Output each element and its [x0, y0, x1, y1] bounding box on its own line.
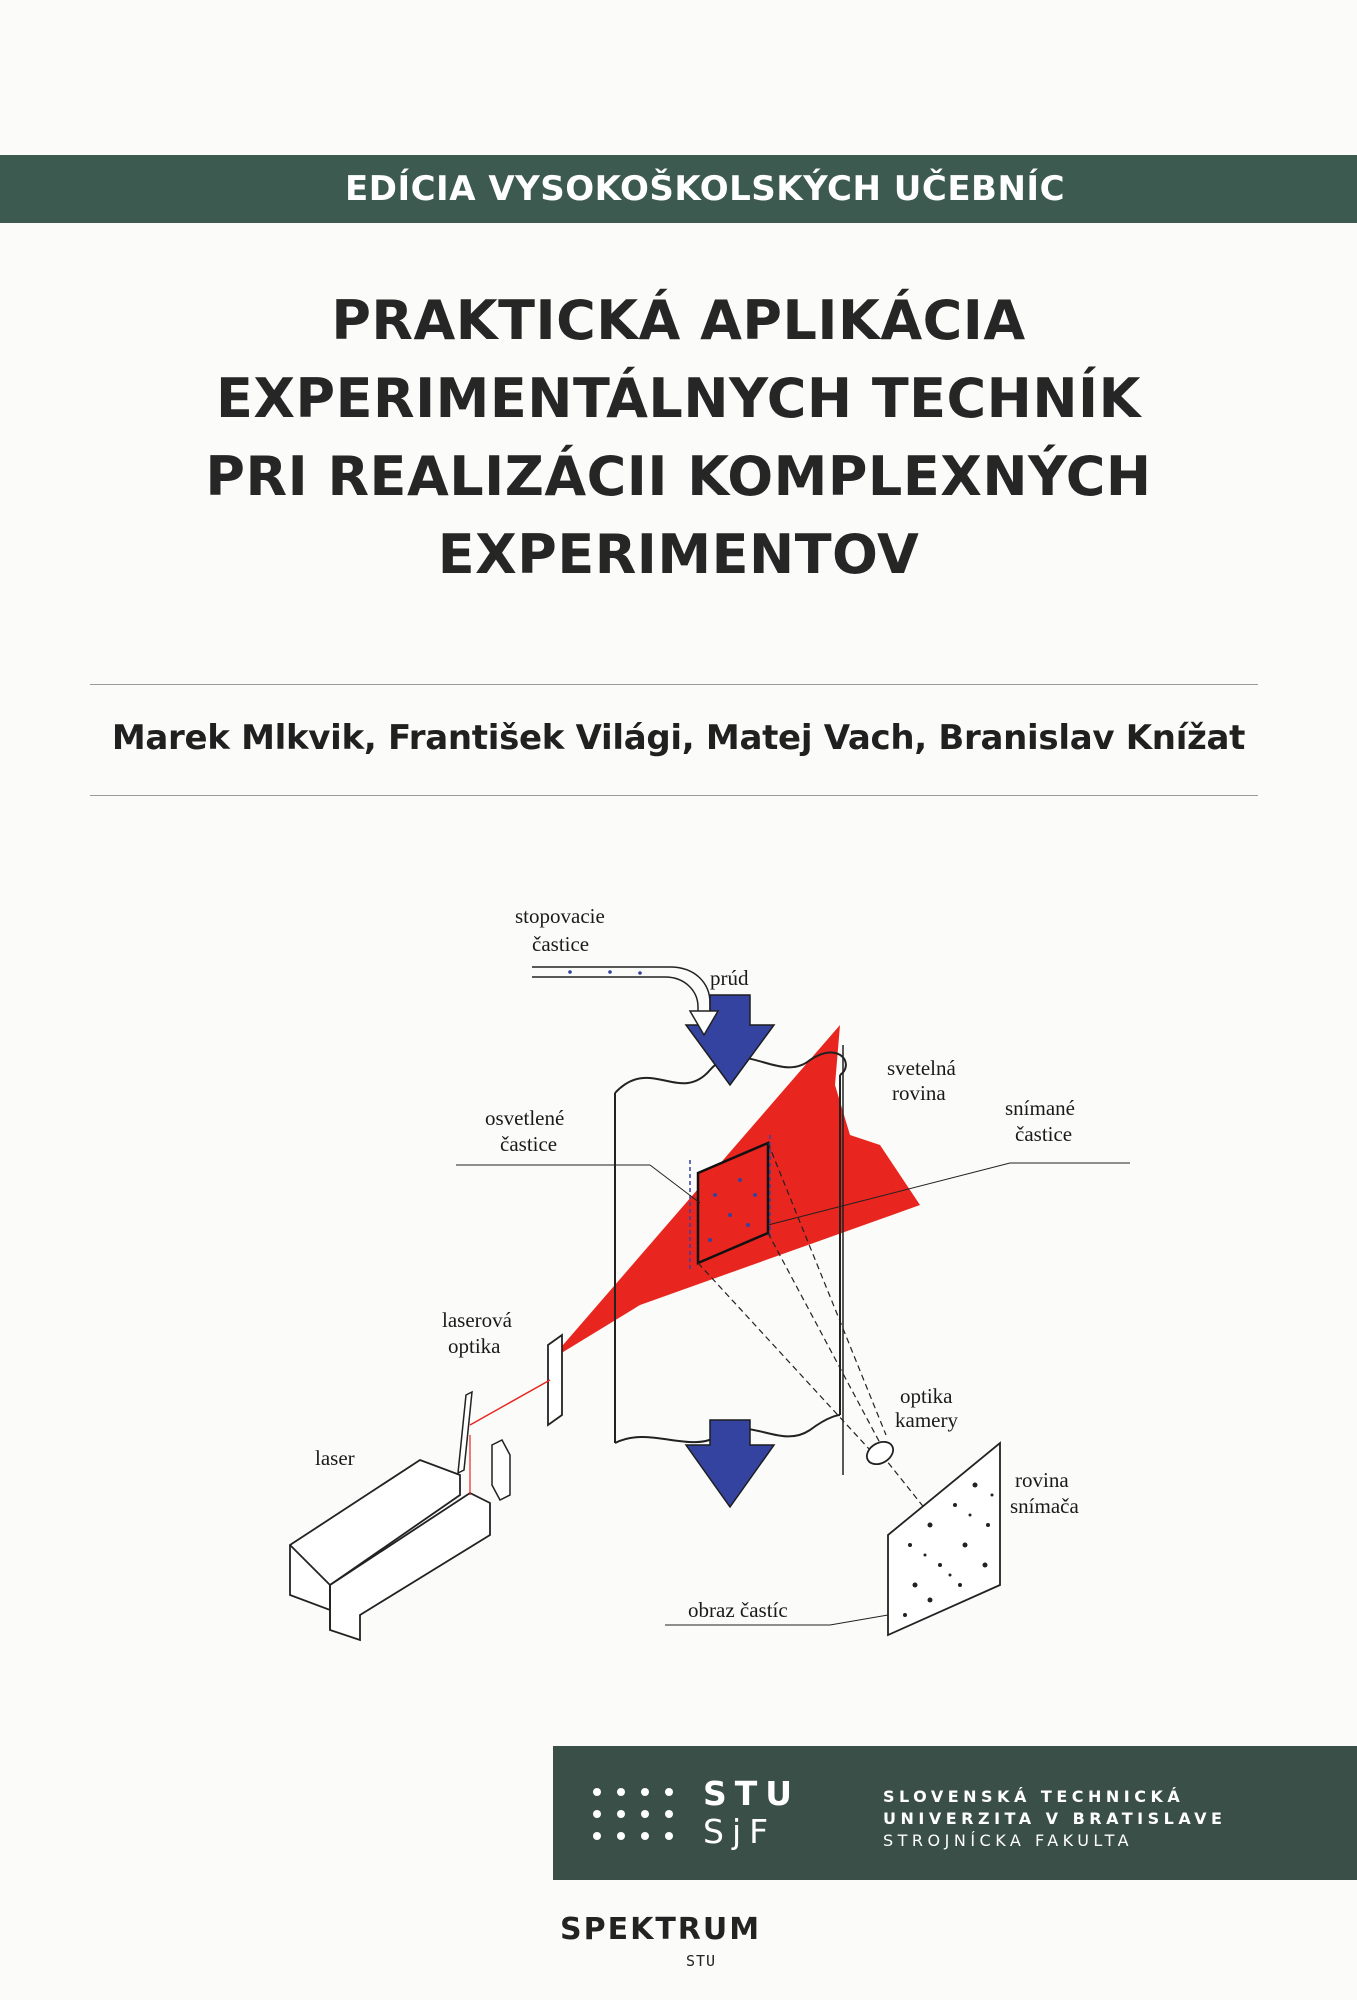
label-captured-1: snímané	[1005, 1096, 1075, 1120]
laser-optics	[548, 1335, 562, 1425]
stu-dots-logo	[591, 1786, 681, 1846]
flow-arrow-top	[686, 995, 774, 1085]
edition-title: EDÍCIA VYSOKOŠKOLSKÝCH UČEBNÍC	[345, 169, 1066, 209]
label-laser: laser	[315, 1446, 355, 1470]
flow-arrow-bottom	[686, 1420, 774, 1507]
label-particle-image: obraz častíc	[688, 1598, 788, 1622]
label-sensor-1: rovina	[1015, 1468, 1069, 1492]
university-line: UNIVERZITA V BRATISLAVE	[883, 1809, 1227, 1828]
faculty-line: STROJNÍCKA FAKULTA	[883, 1831, 1134, 1850]
label-illuminated-2: častice	[500, 1132, 558, 1156]
university-name	[883, 1786, 1226, 1852]
label-tracer-2: častice	[532, 932, 590, 956]
piv-diagram	[270, 895, 1140, 1675]
label-sensor-2: snímača	[1010, 1494, 1079, 1518]
book-title	[0, 282, 1357, 594]
publisher-sub: STU	[686, 1952, 717, 1970]
label-laser-optics-1: laserová	[442, 1308, 512, 1332]
edition-banner	[0, 155, 1357, 223]
label-illuminated-1: osvetlené	[485, 1106, 565, 1130]
label-flow: prúd	[710, 966, 749, 990]
title-line: PRAKTICKÁ APLIKÁCIA	[331, 289, 1026, 352]
label-captured-2: častice	[1015, 1122, 1073, 1146]
sensor-plane	[888, 1443, 1000, 1635]
divider-top	[90, 684, 1258, 685]
publisher-logo: SPEKTRUM	[560, 1912, 762, 1947]
title-line: EXPERIMENTÁLNYCH TECHNÍK	[216, 367, 1141, 430]
university-line: SLOVENSKÁ TECHNICKÁ	[883, 1787, 1185, 1806]
label-light-sheet-1: svetelná	[887, 1056, 956, 1080]
title-line: EXPERIMENTOV	[437, 523, 920, 586]
label-camera-optics-2: kamery	[895, 1408, 958, 1432]
title-line: PRI REALIZÁCII KOMPLEXNÝCH	[205, 445, 1152, 508]
label-light-sheet-2: rovina	[892, 1081, 946, 1105]
authors: Marek Mlkvik, František Világi, Matej Vach, Branislav Knížat	[111, 718, 1246, 758]
university-banner	[553, 1746, 1357, 1880]
divider-bottom	[90, 795, 1258, 796]
sjf-logo-text: SjF	[703, 1812, 777, 1851]
label-camera-optics-1: optika	[900, 1384, 953, 1408]
stu-logo-text: STU	[703, 1774, 801, 1813]
label-laser-optics-2: optika	[448, 1334, 501, 1358]
label-tracer-1: stopovacie	[515, 904, 605, 928]
camera-lens	[863, 1437, 897, 1468]
